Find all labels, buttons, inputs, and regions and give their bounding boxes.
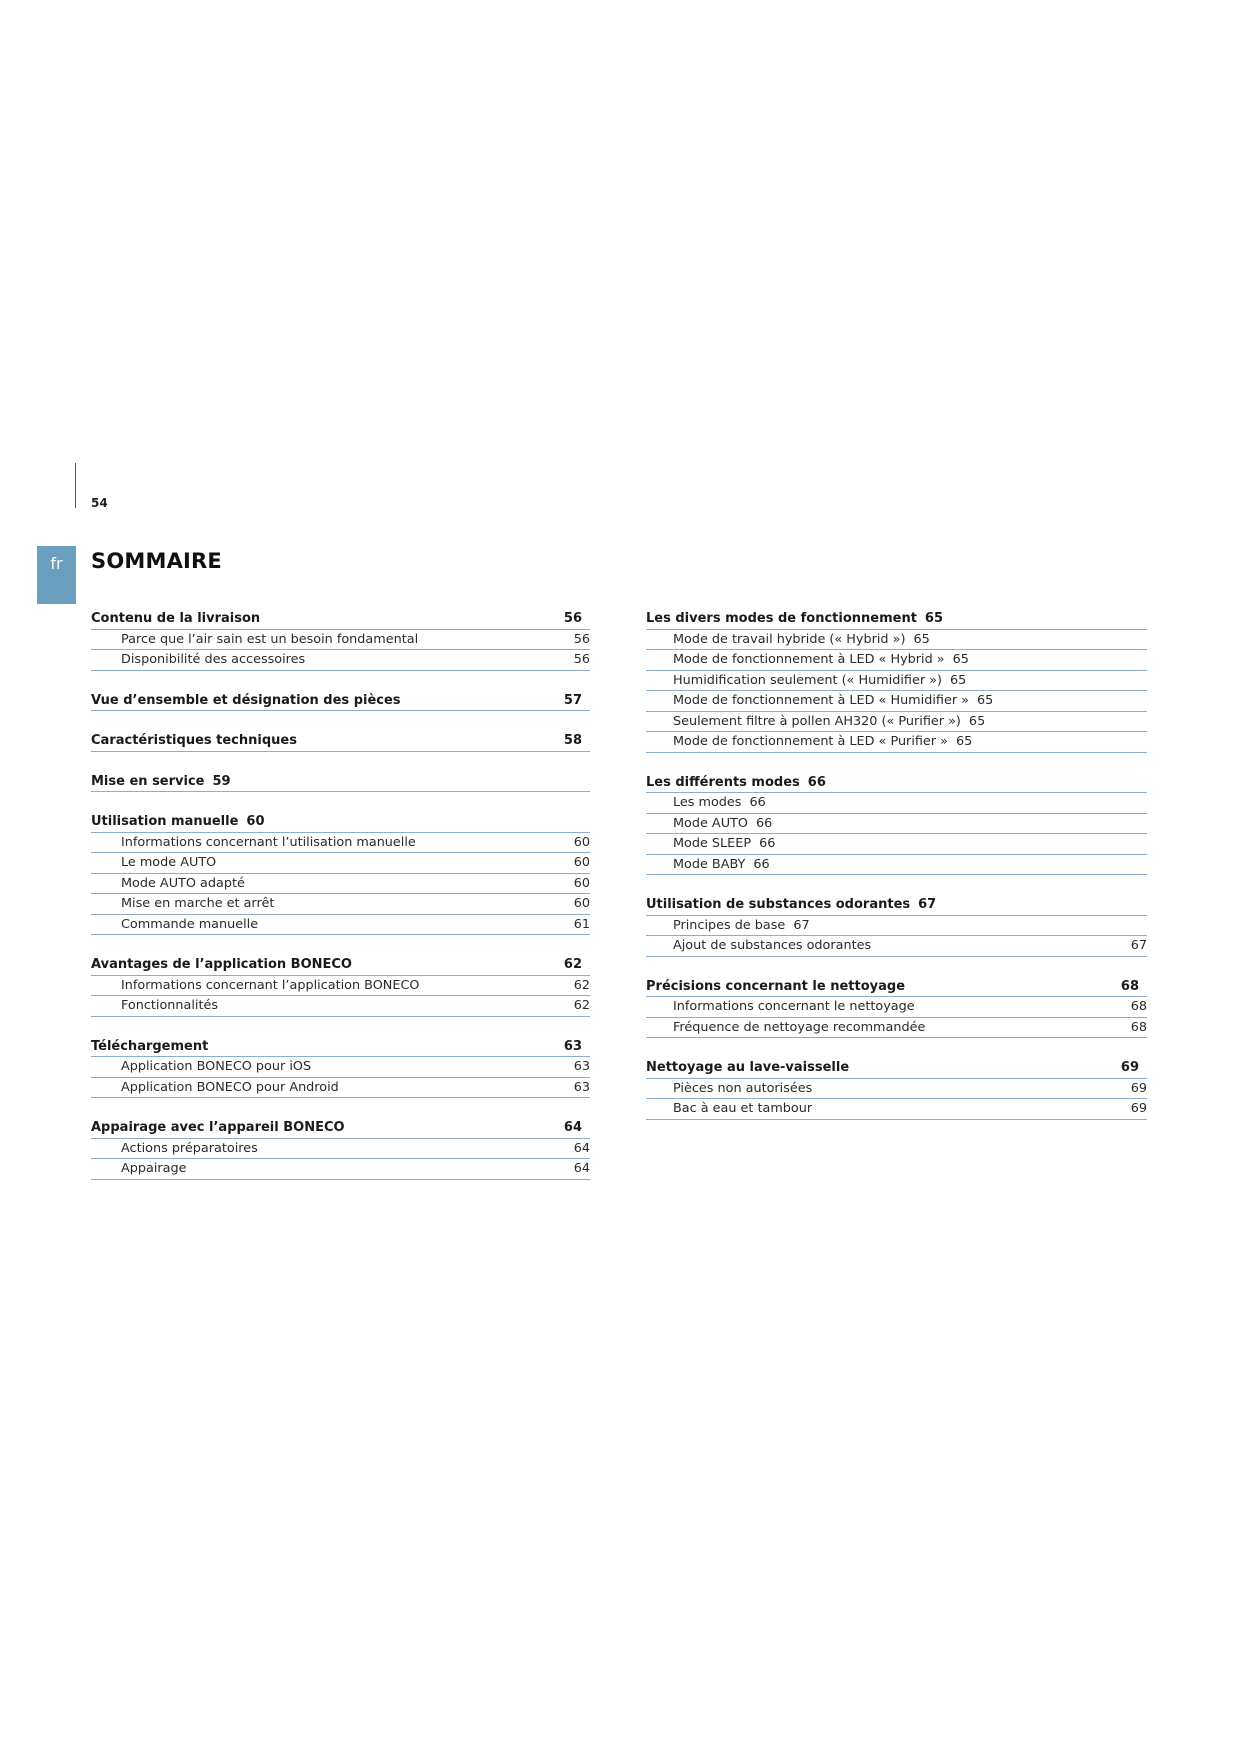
toc-page-number: 60 xyxy=(573,855,590,870)
toc-entry[interactable] xyxy=(646,855,1147,876)
toc-page-number: 60 xyxy=(573,875,590,891)
toc-page-number: 69 xyxy=(1130,1101,1147,1116)
toc-entry[interactable] xyxy=(91,1139,590,1160)
toc-section xyxy=(91,955,590,1017)
toc-entry-label: Mise en marche et arrêt xyxy=(121,896,275,911)
toc-page-number: 61 xyxy=(573,916,590,932)
toc-page-number: 65 xyxy=(976,693,994,708)
toc-page-number: 64 xyxy=(563,1120,582,1135)
toc-entry[interactable] xyxy=(646,671,1147,692)
toc-entry[interactable] xyxy=(646,1079,1147,1100)
toc-section-heading[interactable] xyxy=(91,772,590,793)
toc-entry-label: Actions préparatoires xyxy=(121,1140,258,1156)
toc-section-heading[interactable] xyxy=(646,977,1147,998)
toc-section xyxy=(646,895,1147,957)
toc-page-number: 66 xyxy=(755,815,773,831)
toc-entry-label: Mode de fonctionnement à LED « Purifier » xyxy=(673,734,948,749)
toc-page-number: 66 xyxy=(753,856,770,872)
toc-section-title: Nettoyage au lave-vaisselle xyxy=(646,1060,850,1075)
toc-section-title: Caractéristiques techniques xyxy=(91,733,297,748)
toc-section-heading[interactable] xyxy=(91,1118,590,1139)
toc-section-title: Avantages de l’application BONECO xyxy=(91,957,352,972)
toc-entry[interactable] xyxy=(646,650,1147,671)
toc-entry[interactable] xyxy=(646,793,1147,814)
toc-page-number: 65 xyxy=(955,734,973,749)
toc-section-title: Contenu de la livraison xyxy=(91,611,261,626)
toc-entry-label: Informations concernant l’application BONECO xyxy=(121,977,420,993)
toc-section-heading[interactable] xyxy=(91,1037,590,1058)
toc-section xyxy=(646,773,1147,876)
toc-page-number: 57 xyxy=(563,692,582,708)
toc-page-number: 65 xyxy=(913,631,930,647)
toc-entry[interactable] xyxy=(646,691,1147,712)
toc-page-number: 66 xyxy=(807,774,826,790)
toc-page-number: 59 xyxy=(212,773,231,789)
toc-entry[interactable] xyxy=(646,814,1147,835)
toc-entry[interactable] xyxy=(91,853,590,874)
toc-entry-label: Parce que l’air sain est un besoin fondamental xyxy=(121,631,419,647)
toc-entry-label: Fréquence de nettoyage recommandée xyxy=(673,1019,926,1035)
toc-page-number: 69 xyxy=(1120,1060,1139,1075)
toc-section-title: Vue d’ensemble et désignation des pièces xyxy=(91,692,401,708)
toc-entry[interactable] xyxy=(646,916,1147,937)
toc-entry-label: Mode BABY xyxy=(673,856,746,872)
language-tab: fr xyxy=(37,546,76,604)
toc-entry[interactable] xyxy=(91,996,590,1017)
toc-entry[interactable] xyxy=(646,997,1147,1018)
toc-entry[interactable] xyxy=(91,915,590,936)
toc-section-title: Téléchargement xyxy=(91,1038,209,1054)
toc-page-number: 67 xyxy=(1130,938,1147,953)
toc-entry[interactable] xyxy=(91,1057,590,1078)
toc-page-number: 69 xyxy=(1130,1080,1147,1096)
toc-page-number: 62 xyxy=(573,977,590,993)
toc-page-number: 66 xyxy=(749,795,766,810)
toc-section xyxy=(646,977,1147,1039)
toc-entry-label: Appairage xyxy=(121,1161,187,1176)
toc-section-heading[interactable] xyxy=(646,895,1147,916)
toc-entry[interactable] xyxy=(646,732,1147,753)
toc-section-title: Les divers modes de fonctionnement xyxy=(646,611,917,626)
toc-entry-label: Bac à eau et tambour xyxy=(673,1101,813,1116)
toc-section-heading[interactable] xyxy=(91,691,590,712)
toc-section xyxy=(91,812,590,935)
toc-section xyxy=(91,691,590,712)
toc-entry-label: Le mode AUTO xyxy=(121,855,217,870)
toc-page-number: 62 xyxy=(573,998,590,1013)
toc-page-number: 56 xyxy=(563,611,582,626)
toc-entry[interactable] xyxy=(91,874,590,895)
toc-section-title: Appairage avec l’appareil BONECO xyxy=(91,1120,345,1135)
toc-section xyxy=(646,1058,1147,1120)
toc-page-number: 64 xyxy=(573,1140,590,1156)
toc-page-number: 63 xyxy=(573,1079,590,1095)
toc-entry-label: Mode de travail hybride (« Hybrid ») xyxy=(673,631,906,647)
toc-section xyxy=(91,1118,590,1180)
toc-entry[interactable] xyxy=(646,834,1147,855)
toc-page-number: 67 xyxy=(793,917,810,933)
toc-entry[interactable] xyxy=(646,1018,1147,1039)
toc-entry-label: Pièces non autorisées xyxy=(673,1080,813,1096)
toc-page-number: 65 xyxy=(968,713,986,729)
toc-section-title: Précisions concernant le nettoyage xyxy=(646,978,906,994)
toc-entry[interactable] xyxy=(646,936,1147,957)
toc-section-heading[interactable] xyxy=(91,955,590,976)
toc-page-number: 60 xyxy=(573,896,590,911)
toc-entry-label: Humidification seulement (« Humidifier ») xyxy=(673,672,942,688)
toc-entry[interactable] xyxy=(646,1099,1147,1120)
toc-page-number: 60 xyxy=(246,814,265,829)
toc-section xyxy=(91,731,590,752)
toc-page-number: 60 xyxy=(573,834,590,850)
toc-page-number: 63 xyxy=(573,1059,590,1074)
toc-section-title: Mise en service xyxy=(91,773,205,789)
toc-entry-label: Mode AUTO xyxy=(673,815,748,831)
toc-entry[interactable] xyxy=(91,894,590,915)
toc-section xyxy=(646,609,1147,753)
toc-entry[interactable] xyxy=(91,1159,590,1180)
toc-entry-label: Commande manuelle xyxy=(121,916,259,932)
toc-entry-label: Seulement filtre à pollen AH320 (« Purifier ») xyxy=(673,713,961,729)
toc-page-number: 68 xyxy=(1130,1019,1147,1035)
toc-page-number: 62 xyxy=(563,957,582,972)
toc-entry-label: Informations concernant le nettoyage xyxy=(673,999,915,1014)
toc-section-title: Utilisation manuelle xyxy=(91,814,239,829)
toc-page-number: 68 xyxy=(1130,999,1147,1014)
toc-page-number: 63 xyxy=(563,1038,582,1054)
page-title: SOMMAIRE xyxy=(91,549,222,573)
toc-entry-label: Mode SLEEP xyxy=(673,836,752,851)
toc-section-heading[interactable] xyxy=(646,1058,1147,1079)
toc-page-number: 67 xyxy=(918,897,937,912)
margin-rule xyxy=(75,463,76,508)
toc-entry-label: Application BONECO pour Android xyxy=(121,1079,339,1095)
toc-entry[interactable] xyxy=(91,976,590,997)
toc-section-heading[interactable] xyxy=(91,812,590,833)
toc-left-column xyxy=(91,609,590,1200)
toc-entry[interactable] xyxy=(91,630,590,651)
toc-entry[interactable] xyxy=(91,833,590,854)
toc-section xyxy=(91,772,590,793)
toc-section-heading[interactable] xyxy=(91,609,590,630)
toc-entry[interactable] xyxy=(646,712,1147,733)
toc-entry[interactable] xyxy=(91,1078,590,1099)
toc-entry-label: Disponibilité des accessoires xyxy=(121,652,306,667)
toc-page-number: 56 xyxy=(573,631,590,647)
toc-entry-label: Mode AUTO adapté xyxy=(121,875,245,891)
toc-section-title: Les différents modes xyxy=(646,774,800,790)
toc-section xyxy=(91,609,590,671)
toc-page-number: 64 xyxy=(573,1161,590,1176)
toc-section-heading[interactable] xyxy=(646,773,1147,794)
toc-page-number: 65 xyxy=(952,652,969,667)
toc-page-number: 58 xyxy=(563,733,582,748)
toc-page-number: 56 xyxy=(573,652,590,667)
toc-section-heading[interactable] xyxy=(646,609,1147,630)
toc-entry-label: Ajout de substances odorantes xyxy=(673,938,872,953)
toc-right-column xyxy=(646,609,1147,1140)
toc-page-number: 65 xyxy=(924,611,944,626)
toc-entry-label: Principes de base xyxy=(673,917,786,933)
toc-section xyxy=(91,1037,590,1099)
toc-entry[interactable] xyxy=(91,650,590,671)
toc-entry[interactable] xyxy=(646,630,1147,651)
toc-entry-label: Fonctionnalités xyxy=(121,998,219,1013)
toc-section-heading[interactable] xyxy=(91,731,590,752)
toc-page-number: 68 xyxy=(1120,978,1139,994)
toc-entry-label: Mode de fonctionnement à LED « Humidifier » xyxy=(673,693,969,708)
toc-entry-label: Les modes xyxy=(673,795,742,810)
toc-entry-label: Informations concernant l’utilisation manuelle xyxy=(121,834,416,850)
toc-entry-label: Application BONECO pour iOS xyxy=(121,1059,312,1074)
toc-section-title: Utilisation de substances odorantes xyxy=(646,897,911,912)
toc-page-number: 66 xyxy=(759,836,776,851)
page-number: 54 xyxy=(91,496,108,510)
toc-page-number: 65 xyxy=(949,672,967,688)
toc-entry-label: Mode de fonctionnement à LED « Hybrid » xyxy=(673,652,945,667)
